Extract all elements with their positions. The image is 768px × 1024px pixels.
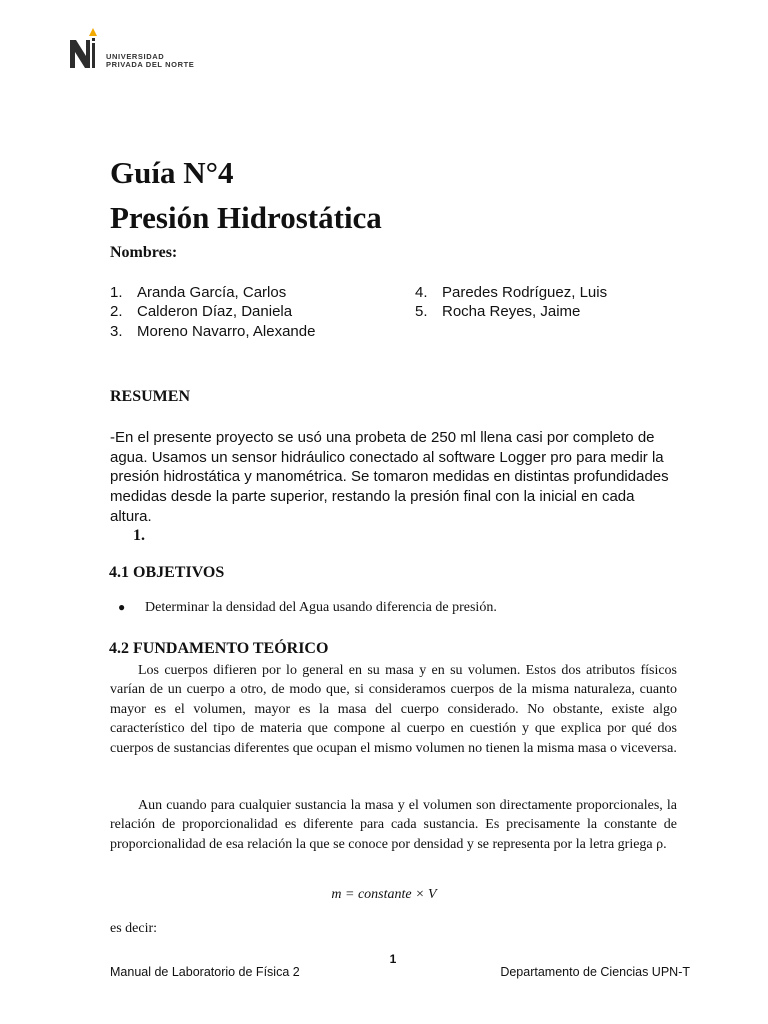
objetivos-bullet — [118, 600, 497, 616]
objetivos-heading: 4.1 OBJETIVOS — [109, 564, 225, 581]
bullet-text: Determinar la densidad del Agua usando diferencia de presión. — [145, 600, 497, 615]
list-item — [110, 303, 292, 320]
density-formula: m = constante × V — [331, 887, 437, 902]
section-number: 1. — [133, 527, 145, 544]
footer-right: Departamento de Ciencias UPN-T — [500, 965, 690, 979]
list-item — [110, 323, 315, 340]
item-name: Paredes Rodríguez, Luis — [442, 284, 608, 301]
guide-subtitle: Presión Hidrostática — [110, 200, 382, 235]
item-name: Calderon Díaz, Daniela — [137, 303, 293, 320]
item-name: Rocha Reyes, Jaime — [442, 303, 581, 320]
fundamento-heading: 4.2 FUNDAMENTO TEÓRICO — [109, 640, 329, 657]
fundamento-paragraph-1 — [110, 661, 677, 758]
list-item — [415, 284, 607, 301]
paragraph-text: Los cuerpos difieren por lo general en su masa y en su volumen. Estos dos atributos físicos varían de un cuerpo a otro, de modo que, si consideramos cuerpos de la misma naturaleza, cuanto mayor es el volumen, mayor es la masa del cuerpo considerado. No obstante, existe algo característico del tipo de materia que compone al cuerpo en cuestión y que explica por qué dos cuerpos de sustancias diferentes que ocupan el mismo volumen no tienen la misma masa o viceversa. — [110, 663, 677, 756]
list-item — [110, 284, 286, 301]
fundamento-paragraph-2 — [110, 796, 677, 854]
resumen-body: -En el presente proyecto se usó una probeta de 250 ml llena casi por completo de agua. Usamos un sensor hidráulico conectado al software Logger pro para medir la presión hidrostática y manométrica. Se tomaron medidas en distintas profundidades medidas desde la parte superior, restando la presión final con la inicial en cada altura. — [110, 429, 669, 525]
es-decir-text: es decir: — [110, 921, 158, 936]
names-label: Nombres: — [110, 244, 178, 261]
page-number: 1 — [389, 952, 397, 966]
logo-wordmark — [106, 53, 194, 69]
resumen-heading: RESUMEN — [110, 388, 191, 405]
paragraph-text: Aun cuando para cualquier sustancia la masa y el volumen son directamente proporcionales, la relación de proporcionalidad es diferente para cada sustancia. Es precisamente la constante de proporcionalidad de esa relación la que se conoce por densidad y se representa por la letra griega ρ. — [110, 798, 677, 852]
bullet-icon: ● — [118, 600, 126, 614]
item-name: Aranda García, Carlos — [137, 284, 287, 301]
item-number: 4. — [415, 284, 428, 301]
item-number: 5. — [415, 303, 428, 320]
logo-line1: UNIVERSIDAD — [106, 52, 165, 61]
list-item — [415, 303, 580, 320]
item-number: 1. — [110, 284, 123, 301]
footer-left: Manual de Laboratorio de Física 2 — [110, 965, 300, 979]
guide-title: Guía N°4 — [110, 155, 234, 190]
logo-line2: PRIVADA DEL NORTE — [106, 60, 195, 69]
item-name: Moreno Navarro, Alexande — [137, 323, 316, 340]
item-number: 3. — [110, 323, 123, 340]
item-number: 2. — [110, 303, 123, 320]
